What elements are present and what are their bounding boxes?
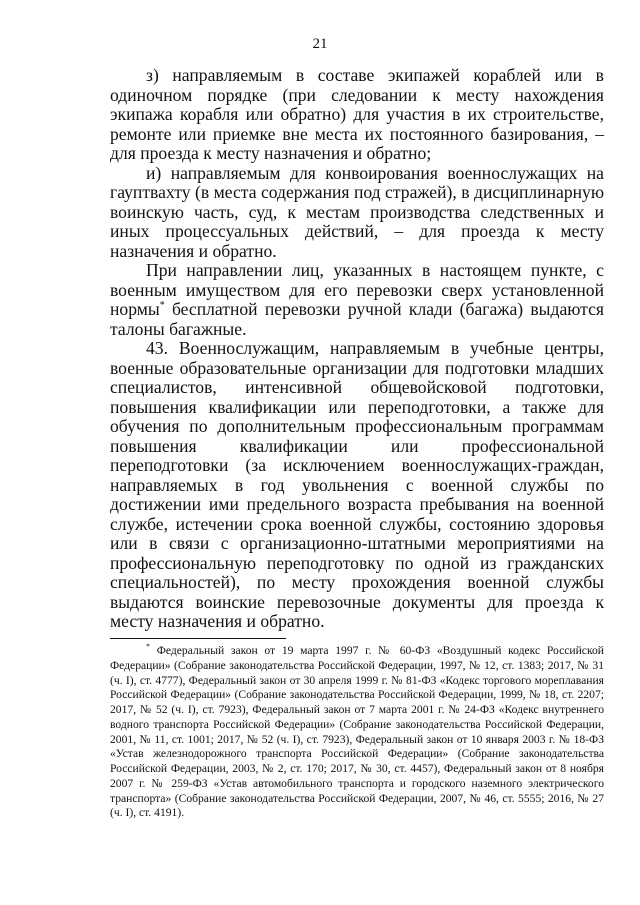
page-number: 21 [312,36,328,52]
footnote-mark: * [146,642,150,652]
footnote-text: Федеральный закон от 19 марта 1997 г. № 60-ФЗ «Воздушный кодекс Российской Федерации» (Собрание законодательства Российской Федерации, 1997, № 12, ст. 1383; 2017, № 31 (ч. I), ст. 4777), Федеральный закон от 30 апреля 1999 г. № 81-ФЗ «Кодекс торгового мореплавания Российской Федерации» (Собрание законодательства Российской Федерации, 1999, № 18, ст. 2207; 2017, № 52 (ч. I), ст. 7923), Федеральный закон от 7 марта 2001 г. № 24-ФЗ «Кодекс внутреннего водного транспорта Российской Федерации» (Собрание законодательства Российской Федерации, 2001, № 11, ст. 1001; 2017, № 52 (ч. I), ст. 7923), Федеральный закон от 10 января 2003 г. № 18-ФЗ «Устав железнодорожного транспорта Российской Федерации» (Собрание законодательства Российской Федерации, 2003, № 2, ст. 170; 2017, № 30, ст. 4457), Федеральный закон от 8 ноября 2007 г. № 259-ФЗ «Устав автомобильного транспорта и городского наземного электрического транспорта» (Собрание законодательства Российской Федерации, 2007, № 46, ст. 5555; 2016, № 27 (ч. I), ст. 4191). [110,644,604,820]
body-text [110,66,604,632]
paragraph-luggage-text-end: бесплатной перевозки ручной клади (багажа) выдаются талоны багажные. [110,299,604,339]
paragraph-43: 43. Военнослужащим, направляемым в учебные центры, военные образовательные организации для подготовки младших специалистов, интенсивной общевойсковой подготовки, повышения квалификации или переподготовки, а также для обучения по дополнительным профессиональным программам повышения квалификации или профессиональной переподготовки (за исключением военнослужащих-граждан, направляемых в год увольнения с военной службы по достижении ими предельного возраста пребывания на военной службе, истечении срока военной службы, состоянию здоровья или в связи с организационно-штатными мероприятиями на профессиональную переподготовку по одной из гражданских специальностей), по месту прохождения военной службы выдаются воинские перевозочные документы для проезда к месту назначения и обратно. [110,338,604,631]
footnote [110,644,604,821]
paragraph-luggage [110,261,604,339]
paragraph-z: з) направляемым в составе экипажей кораблей или в одиночном порядке (при следовании к месту нахождения экипажа корабля или обратно) для участия в их строительстве, ремонте или приемке вне места их постоянного базирования, – для проезда к месту назначения и обратно; [110,65,604,163]
paragraph-luggage-text-start: При направлении лиц, указанных в настоящем пункте, с военным имуществом для его перевозки сверх установленной нормы [110,260,604,319]
paragraph-i: и) направляемым для конвоирования военнослужащих на гауптвахту (в места содержания под стражей), в дисциплинарную воинскую часть, суд, к местам производства следственных и иных процессуальных действий, – для проезда к месту назначения и обратно. [110,162,604,261]
footnote-separator [110,638,286,639]
footnote-reference: * [159,300,165,312]
